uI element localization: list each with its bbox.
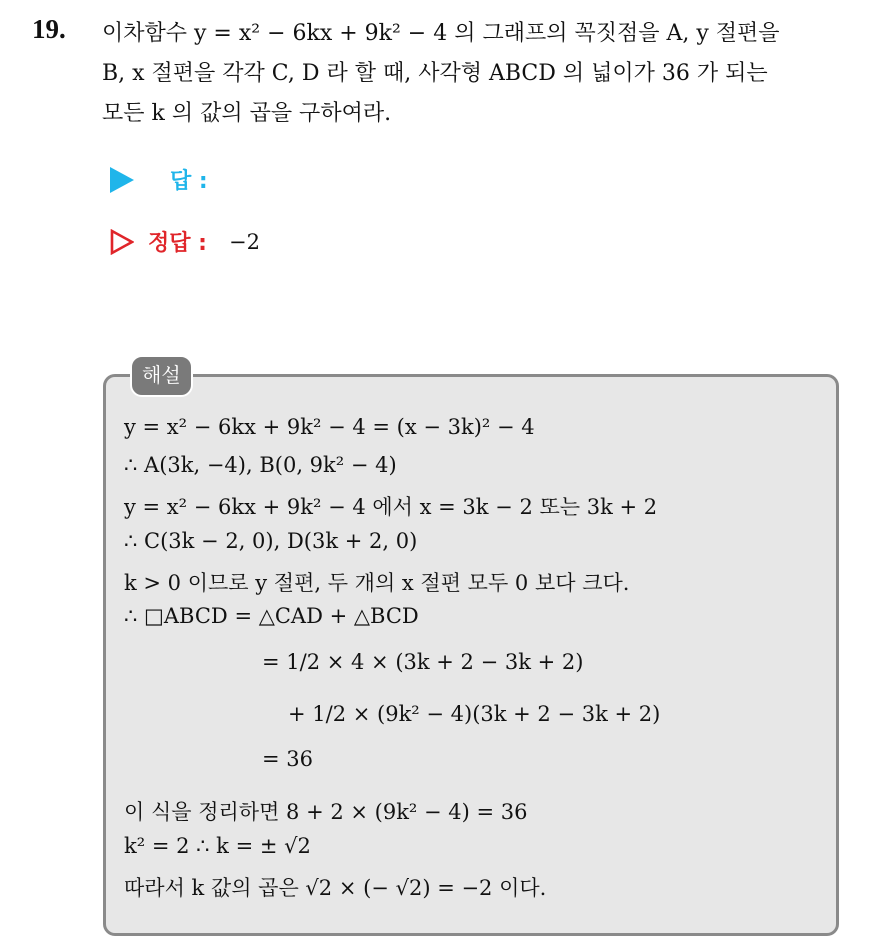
solution-line: ∴ C(3k − 2, 0), D(3k + 2, 0) xyxy=(124,529,418,553)
solution-line: 이 식을 정리하면 8 + 2 × (9k² − 4) = 36 xyxy=(124,800,528,824)
solution-badge: 해설 xyxy=(130,355,193,397)
question-line-1: 이차함수 y = x² − 6kx + 9k² − 4 의 그래프의 꼭짓점을 A, y 절편을 xyxy=(102,21,780,46)
question-line-3: 모든 k 의 값의 곱을 구하여라. xyxy=(102,101,392,126)
solution-line: y = x² − 6kx + 9k² − 4 = (x − 3k)² − 4 xyxy=(124,415,535,439)
solution-line: ∴ A(3k, −4), B(0, 9k² − 4) xyxy=(124,453,397,477)
answer-row xyxy=(110,164,208,195)
correct-answer-value: −2 xyxy=(228,229,260,254)
solution-line: = 36 xyxy=(262,747,313,771)
outline-triangle-icon xyxy=(110,229,134,255)
solution-line: ∴ □ABCD = △CAD + △BCD xyxy=(124,604,419,628)
correct-answer-label: 정답 : xyxy=(148,231,207,256)
solution-line: y = x² − 6kx + 9k² − 4 에서 x = 3k − 2 또는 3k + 2 xyxy=(124,495,658,519)
filled-triangle-icon xyxy=(110,167,134,193)
question-number: 19. xyxy=(32,14,66,44)
solution-line: 따라서 k 값의 곱은 √2 × (− √2) = −2 이다. xyxy=(124,876,547,900)
solution-line: = 1/2 × 4 × (3k + 2 − 3k + 2) xyxy=(262,650,584,674)
solution-line: + 1/2 × (9k² − 4)(3k + 2 − 3k + 2) xyxy=(288,702,661,726)
correct-answer-row xyxy=(110,226,260,257)
question-line-2: B, x 절편을 각각 C, D 라 할 때, 사각형 ABCD 의 넓이가 36 가 되는 xyxy=(102,61,768,86)
solution-line: k² = 2 ∴ k = ± √2 xyxy=(124,834,311,858)
answer-label: 답 : xyxy=(170,169,208,194)
solution-line: k > 0 이므로 y 절편, 두 개의 x 절편 모두 0 보다 크다. xyxy=(124,571,630,595)
question-text xyxy=(102,14,872,134)
